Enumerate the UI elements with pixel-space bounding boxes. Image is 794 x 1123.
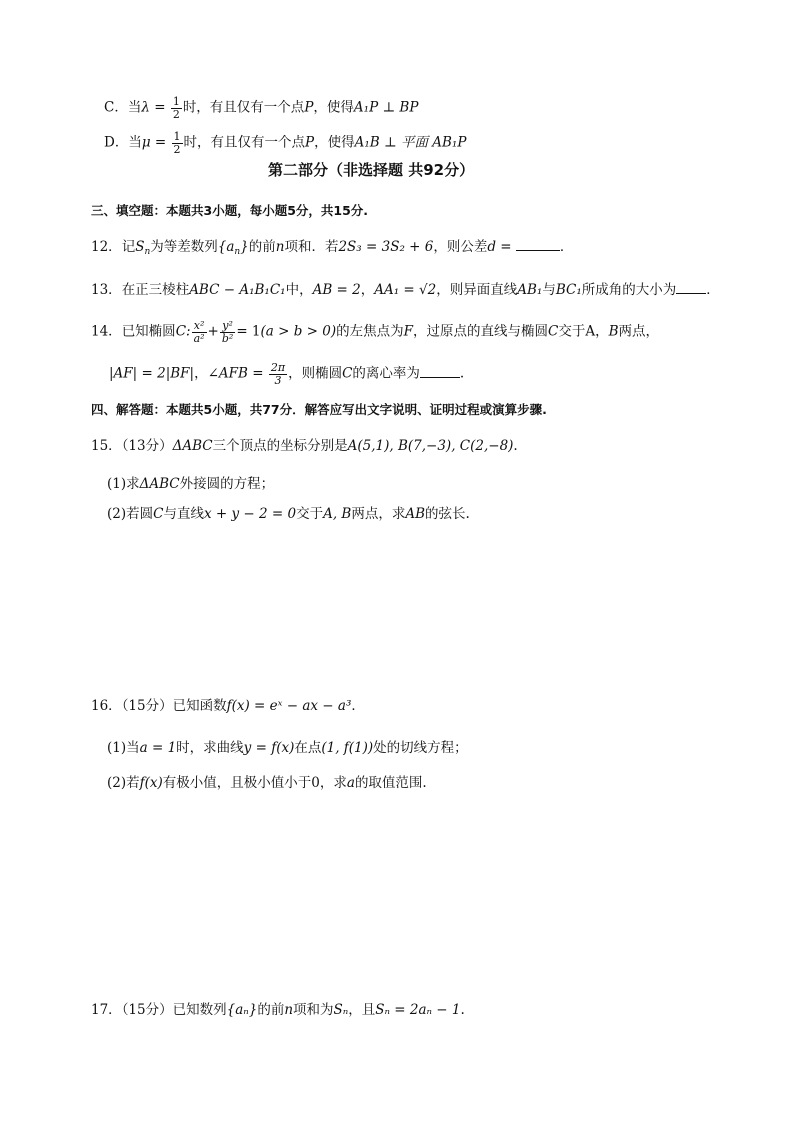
fraction-half-d: $\frac{1}{2}$ bbox=[173, 130, 181, 156]
part2-title: 第二部分（非选择题 共92分） bbox=[268, 161, 475, 179]
q12-answer-blank[interactable] bbox=[516, 249, 560, 251]
question-16: 16．（15分）已知函数f(x) = eˣ − ax − a³． bbox=[91, 698, 365, 714]
frac-2pi-3: $\frac{2\pi}{3}$ bbox=[270, 361, 286, 387]
lambda-symbol: λ bbox=[141, 99, 150, 116]
question-13: 13．在正三棱柱ABC − A₁B₁C₁中，AB = 2，AA₁ = √2，则异面直线AB₁与BC₁所成角的大小为 ． bbox=[91, 282, 720, 298]
q15-coords: A(5,1), B(7,−3), C(2,−8) bbox=[347, 438, 514, 454]
mu-symbol: μ bbox=[141, 134, 151, 151]
question-15-part2: (2)若圆C与直线x + y − 2 = 0交于A, B两点，求AB的弦长. bbox=[107, 506, 470, 522]
q12-equation: 2S₃ = 3S₂ + 6 bbox=[338, 239, 434, 255]
question-15: 15．（13分）ΔABC三个顶点的坐标分别是A(5,1), B(7,−3), C(2,−8). bbox=[91, 438, 518, 454]
section4-header: 四、解答题：本题共5小题，共77分．解答应写出文字说明、证明过程或演算步骤. bbox=[91, 402, 547, 417]
q16-function: f(x) = eˣ − ax − a³ bbox=[226, 698, 352, 714]
question-14: 14．已知椭圆C: $\frac{\text{x²}}{\text{a²}}$ + $\frac{\text{y²}}{\text{b²}}$ = 1(a > b > 0)的左焦点为F，过原点的直线与椭圆C交于A，B两点， bbox=[91, 319, 660, 345]
section3-header: 三、填空题：本题共3小题，每小题5分，共15分. bbox=[91, 203, 369, 218]
question-12: 12．记$S_n$为等差数列$\{a_n\}$的前n项和．若2S₃ = 3S₂ + 6，则公差d = ． bbox=[91, 239, 574, 257]
q17-equation: Sₙ = 2aₙ − 1 bbox=[375, 1002, 461, 1018]
fraction-half-c: $\frac{1}{2}$ bbox=[172, 95, 180, 121]
q13-answer-blank[interactable] bbox=[676, 292, 706, 294]
option-c-expr: A₁P ⊥ BP bbox=[353, 99, 419, 116]
option-c: C．当λ = $\frac{1}{2}$ 时，有且仅有一个点P，使得A₁P ⊥ BP bbox=[104, 95, 419, 121]
question-16-part2: (2)若f(x)有极小值，且极小值小于0，求a的取值范围. bbox=[107, 775, 427, 791]
question-15-part1: (1)求ΔABC外接圆的方程； bbox=[107, 476, 275, 492]
option-d: D．当μ = $\frac{1}{2}$ 时，有且仅有一个点P，使得A₁B ⊥ 平面 AB₁P bbox=[104, 130, 467, 156]
question-17: 17．（15分）已知数列{aₙ}的前n项和为Sₙ，且Sₙ = 2aₙ − 1. bbox=[91, 1002, 465, 1018]
option-c-label: C．当 bbox=[104, 99, 142, 116]
option-d-label: D．当 bbox=[104, 134, 142, 151]
frac-x2-a2: $\frac{\text{x²}}{\text{a²}}$ bbox=[193, 319, 205, 345]
question-16-part1: (1)当a = 1时，求曲线y = f(x)在点(1, f(1))处的切线方程； bbox=[107, 740, 468, 756]
frac-y2-b2: $\frac{\text{y²}}{\text{b²}}$ bbox=[221, 319, 234, 345]
question-14-cont: |AF| = 2|BF|，∠AFB = $\frac{2\pi}{3}$ ，则椭圆C的离心率为 . bbox=[109, 361, 465, 387]
q14-answer-blank[interactable] bbox=[420, 376, 460, 378]
option-d-expr: A₁B ⊥ 平面 AB₁P bbox=[354, 134, 467, 151]
